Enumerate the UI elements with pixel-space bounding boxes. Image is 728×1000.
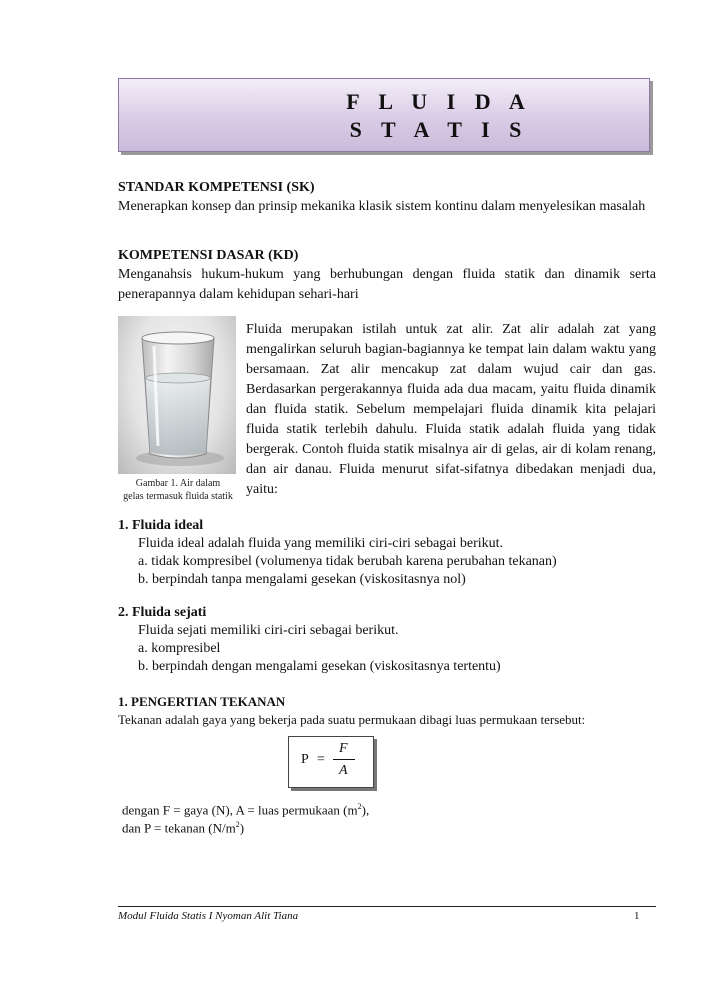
fraction-bar xyxy=(333,759,355,760)
ideal-desc: Fluida ideal adalah fluida yang memiliki ciri-ciri sebagai berikut. xyxy=(138,536,504,551)
legend-line-2-text: dan P = tekanan (N/m xyxy=(122,820,236,836)
sejati-heading: 2. Fluida sejati xyxy=(118,605,207,620)
sk-heading: STANDAR KOMPETENSI (SK) xyxy=(118,180,315,195)
title-banner xyxy=(118,78,650,152)
ideal-heading: 1. Fluida ideal xyxy=(118,518,204,533)
glass-photo xyxy=(118,316,236,474)
title-line-1: F L U I D A xyxy=(346,89,532,114)
ideal-item-b: b. berpindah tanpa mengalami gesekan (viskositasnya nol) xyxy=(138,572,466,587)
sejati-item-b: b. berpindah dengan mengalami gesekan (viskositasnya tertentu) xyxy=(138,659,501,674)
sk-text: Menerapkan konsep dan prinsip mekanika klasik sistem kontinu dalam menyelesikan masalah xyxy=(118,199,646,214)
formula-denominator: A xyxy=(339,763,348,778)
kd-heading: KOMPETENSI DASAR (KD) xyxy=(118,248,299,263)
tekanan-text: Tekanan adalah gaya yang bekerja pada suatu permukaan dibagi luas permukaan tersebut: xyxy=(118,712,586,727)
legend-line-2 xyxy=(122,820,244,836)
sejati-item-a: a. kompresibel xyxy=(138,641,221,656)
figure-caption xyxy=(118,477,238,503)
title-line-2: S T A T I S xyxy=(349,117,529,142)
sejati-desc: Fluida sejati memiliki ciri-ciri sebagai berikut. xyxy=(138,623,399,638)
pressure-formula xyxy=(288,736,374,788)
footer-rule xyxy=(118,906,656,907)
legend-line-1 xyxy=(122,802,369,818)
legend-line-2-sup: 2 xyxy=(235,820,240,829)
formula-lhs: P xyxy=(301,752,309,767)
legend-line-2-end: ) xyxy=(239,820,245,836)
water-glass-icon xyxy=(118,316,236,474)
figure-caption-line-1: Gambar 1. Air dalam xyxy=(135,478,221,489)
ideal-item-a: a. tidak kompresibel (volumenya tidak berubah karena perubahan tekanan) xyxy=(138,554,557,569)
formula-numerator: F xyxy=(339,741,348,756)
footer-text: Modul Fluida Statis I Nyoman Alit Tiana xyxy=(118,910,299,922)
intro-paragraph: Fluida merupakan istilah untuk zat alir. Zat alir adalah zat yang mengalirkan seluruh bagian-bagiannya ke tempat lain dalam waktu yang bersamaan. Zat alir mencakup zat dalam wujud cair dan gas. Berdasarkan pergerakannya fluida ada dua macam, yaitu fluida dinamik dan fluida statik. Sebelum mempelajari fluida dinamik kita pelajari fluida statik terlebih dahulu. Fluida statik adalah fluida yang tidak bergerak. Contoh fluida statik misalnya air di gelas, air di kolam renang, dan air danau. Fluida menurut sifat-sifatnya dibedakan menjadi dua, yaitu: xyxy=(246,322,656,497)
legend-line-1-end: ), xyxy=(361,802,370,818)
formula-equals: = xyxy=(317,752,325,767)
kd-text: Menganahsis hukum-hukum yang berhubungan dengan fluida statik dan dinamik serta penerapannya dalam kehidupan sehari-hari xyxy=(118,267,656,302)
legend-line-1-text: dengan F = gaya (N), A = luas permukaan (m xyxy=(122,802,358,818)
figure-caption-line-2: gelas termasuk fluida statik xyxy=(123,491,233,502)
tekanan-heading: 1. PENGERTIAN TEKANAN xyxy=(118,694,286,709)
legend-line-1-sup: 2 xyxy=(357,802,362,811)
page-number: 1 xyxy=(634,910,640,922)
